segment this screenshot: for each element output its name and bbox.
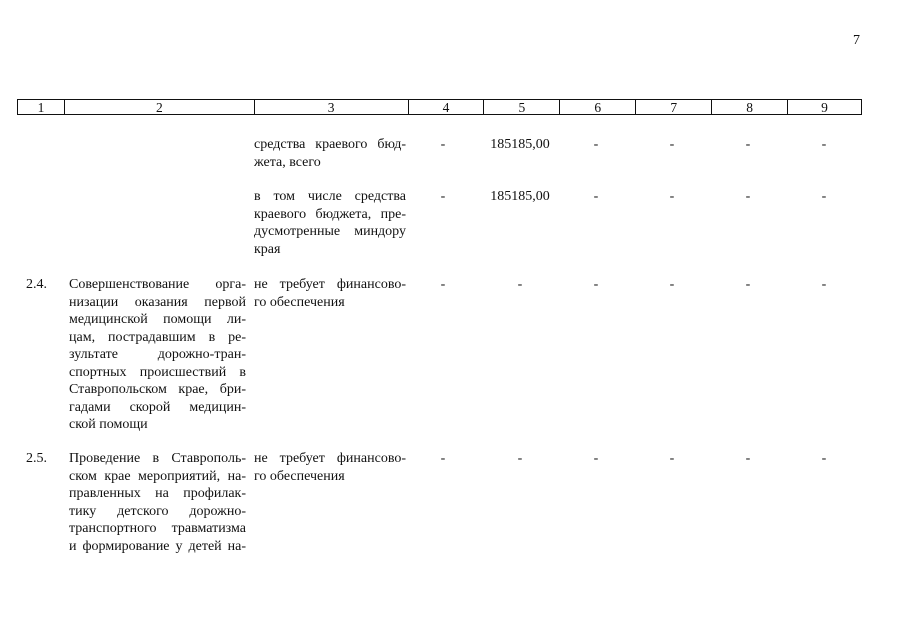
item-description [69,276,246,434]
description-line: ском крае мероприятий, на- [69,468,246,484]
source-line: в том числе средства [254,189,406,204]
column-header-2: 2 [65,100,255,114]
source-line: края [254,241,281,257]
description-line: Проведение в Ставрополь- [69,451,246,466]
description-line: Совершенствование орга- [69,277,246,292]
table-row-funding-source [254,450,406,485]
description-line: Ставропольском крае, бри- [69,382,246,397]
description-line: ской помощи [69,417,148,432]
cell-col5: 185185,00 [490,137,550,152]
table-row-funding-source [254,276,406,311]
description-line: спортных происшествий в [69,364,246,380]
cell-col5: - [517,451,523,466]
table-row-funding-source [254,136,406,171]
column-header-3: 3 [255,100,409,114]
cell-col6: - [593,189,599,204]
column-header-5: 5 [484,100,560,114]
description-line: низации оказания первой [69,294,246,310]
source-line: не требует финансово- [254,277,406,292]
cell-col6: - [593,451,599,466]
description-line: правленных на профилак- [69,486,246,501]
table-header-row [17,99,862,115]
cell-col8: - [745,277,751,292]
cell-col5: 185185,00 [490,189,550,204]
cell-col4: - [440,137,446,152]
column-header-8: 8 [712,100,788,114]
cell-col7: - [669,137,675,152]
page-number: 7 [853,33,860,48]
item-number: 2.5. [26,451,47,466]
cell-col7: - [669,189,675,204]
item-description [69,450,246,555]
description-line: зультате дорожно-тран- [69,347,246,362]
item-number: 2.4. [26,277,47,292]
cell-col8: - [745,451,751,466]
description-line: гадами скорой медицин- [69,399,246,415]
cell-col6: - [593,277,599,292]
cell-col9: - [821,277,827,292]
cell-col5: - [517,277,523,292]
column-header-7: 7 [636,100,712,114]
source-line: го обеспечения [254,468,345,484]
column-header-4: 4 [409,100,485,114]
description-line: тику детского дорожно- [69,503,246,519]
cell-col4: - [440,189,446,204]
source-line: жета, всего [254,154,321,170]
cell-col8: - [745,189,751,204]
source-line: дусмотренные миндору [254,224,406,239]
description-line: транспортного травматизма [69,521,246,536]
cell-col9: - [821,189,827,204]
cell-col4: - [440,277,446,292]
source-line: краевого бюджета, пре- [254,206,406,222]
description-line: и формирование у детей на- [69,538,246,554]
cell-col4: - [440,451,446,466]
column-header-9: 9 [788,100,862,114]
column-header-6: 6 [560,100,636,114]
cell-col7: - [669,277,675,292]
column-header-1: 1 [18,100,65,114]
source-line: не требует финансово- [254,451,406,466]
source-line: средства краевого бюд- [254,137,406,152]
table-row-funding-source [254,188,406,258]
cell-col7: - [669,451,675,466]
source-line: го обеспечения [254,294,345,310]
cell-col9: - [821,451,827,466]
cell-col9: - [821,137,827,152]
cell-col8: - [745,137,751,152]
cell-col6: - [593,137,599,152]
description-line: цам, пострадавшим в ре- [69,329,246,345]
description-line: медицинской помощи ли- [69,312,246,327]
